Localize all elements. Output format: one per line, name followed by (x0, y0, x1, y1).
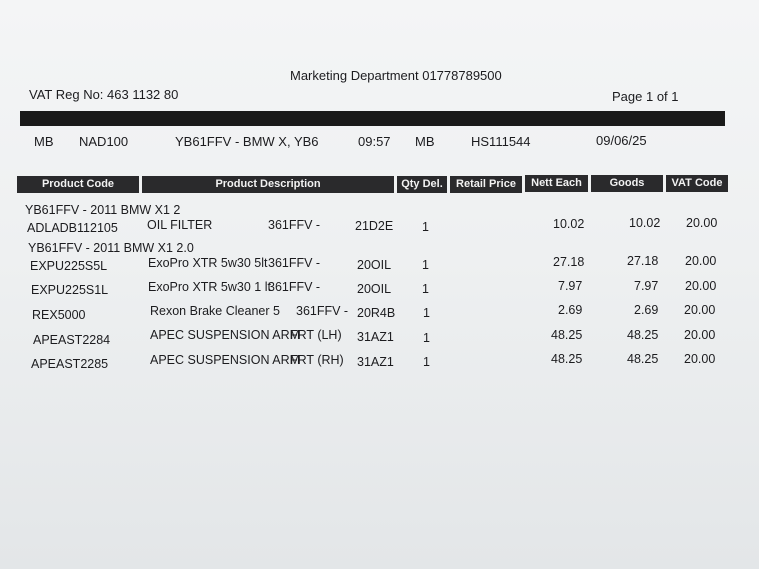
row-qty: 1 (422, 220, 429, 234)
col-header-vat-code: VAT Code (666, 175, 728, 192)
row-nett-each: 27.18 (553, 255, 585, 269)
row-nett-each: 2.69 (558, 303, 583, 317)
row-goods: 10.02 (629, 216, 661, 230)
row-product-code: EXPU225S1L (31, 283, 109, 297)
document-date: 09/06/25 (596, 133, 647, 148)
row-bin-location: 31AZ1 (357, 355, 394, 369)
row-vat-code: 20.00 (684, 352, 716, 366)
col-header-product-description: Product Description (142, 176, 394, 193)
row-qty: 1 (423, 331, 430, 345)
row-goods: 2.69 (634, 303, 659, 317)
row-nett-each: 7.97 (558, 279, 583, 293)
row-bin-location: 20OIL (357, 258, 392, 272)
row-vehicle-ref: 361FFV - (268, 280, 321, 294)
vehicle-reference: YB61FFV - BMW X, YB6 (175, 134, 319, 149)
row-vat-code: 20.00 (686, 216, 718, 230)
col-header-retail-price: Retail Price (450, 176, 522, 193)
row-goods: 27.18 (627, 254, 659, 268)
row-product-description: APEC SUSPENSION ARM (150, 328, 301, 342)
row-qty: 1 (422, 258, 429, 272)
row-bin-location: 20R4B (357, 306, 396, 320)
row-product-description: ExoPro XTR 5w30 5lt (148, 256, 268, 270)
col-header-product-code: Product Code (17, 176, 139, 193)
row-product-code: APEAST2285 (31, 357, 109, 371)
row-vehicle-ref: 361FFV - (268, 256, 321, 270)
row-vehicle-ref: FRT (LH) (290, 328, 342, 342)
department-line: Marketing Department 01778789500 (290, 68, 502, 83)
col-header-nett-each: Nett Each (525, 175, 588, 192)
page-indicator: Page 1 of 1 (612, 89, 679, 104)
document-reference: HS111544 (471, 134, 531, 149)
col-header-goods: Goods (591, 175, 663, 192)
user-code: MB (415, 134, 435, 149)
row-nett-each: 48.25 (551, 352, 583, 366)
time-stamp: 09:57 (358, 134, 391, 149)
row-vat-code: 20.00 (685, 279, 717, 293)
row-product-code: ADLADB112105 (27, 221, 118, 235)
row-qty: 1 (422, 282, 429, 296)
row-qty: 1 (423, 306, 430, 320)
row-bin-location: 31AZ1 (357, 330, 394, 344)
vehicle-group-label: YB61FFV - 2011 BMW X1 2.0 (28, 241, 194, 255)
vat-reg-number: VAT Reg No: 463 1132 80 (29, 87, 179, 102)
vehicle-group-label: YB61FFV - 2011 BMW X1 2 (25, 203, 181, 217)
row-vehicle-ref: FRT (RH) (290, 353, 344, 367)
row-vat-code: 20.00 (684, 328, 716, 342)
row-product-description: ExoPro XTR 5w30 1 lt (148, 280, 271, 294)
row-product-code: APEAST2284 (33, 333, 111, 347)
header-divider-bar (20, 111, 725, 126)
branch-code: MB (34, 134, 54, 149)
account-code: NAD100 (79, 134, 129, 149)
row-bin-location: 20OIL (357, 282, 392, 296)
row-product-code: REX5000 (32, 308, 86, 322)
row-vehicle-ref: 361FFV - (296, 304, 349, 318)
row-goods: 48.25 (627, 352, 659, 366)
row-vat-code: 20.00 (684, 303, 716, 317)
row-product-code: EXPU225S5L (30, 259, 108, 273)
row-product-description: OIL FILTER (147, 218, 213, 232)
row-qty: 1 (423, 355, 430, 369)
row-goods: 7.97 (634, 279, 659, 293)
col-header-qty-del: Qty Del. (397, 176, 447, 193)
row-vat-code: 20.00 (685, 254, 717, 268)
row-product-description: Rexon Brake Cleaner 5 (150, 304, 280, 318)
row-vehicle-ref: 361FFV - (268, 218, 321, 232)
row-product-description: APEC SUSPENSION ARM (150, 353, 301, 367)
row-nett-each: 48.25 (551, 328, 583, 342)
row-nett-each: 10.02 (553, 217, 585, 231)
row-bin-location: 21D2E (355, 219, 394, 233)
row-goods: 48.25 (627, 328, 659, 342)
